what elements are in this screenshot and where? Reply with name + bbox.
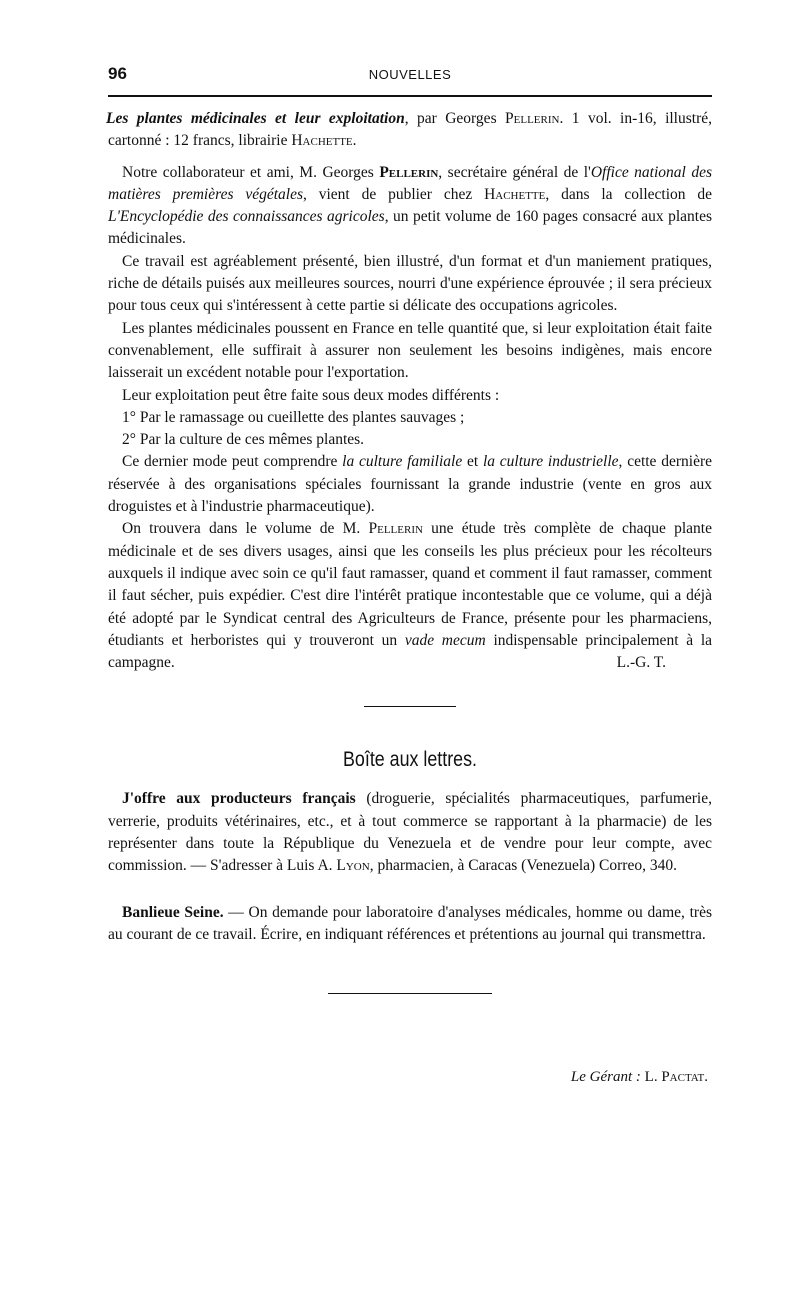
review-paragraph-6: On trouvera dans le volume de M. Pellerin une étude très complète de chaque plante médicinale et de ses divers usages, ainsi que les conseils les plus précieux pour les récolteurs auxquels il indique avec soin ce qu'il faut ramasser, quand et comment il faut ramasser, comment il faut sécher, puis expédier. C'est dire l'intérêt pratique incontestable que ce volume, qui a déjà été adopté par le Syndicat central des Agriculteurs de France, présente pour les pharmaciens, étudiants et herboristes qui y trouveront un vade mecum indispensable principalement à la campagne. L.-G. T.	[108, 518, 712, 674]
ad-1-lead: J'offre aux producteurs français	[122, 790, 356, 808]
author-name: Pellerin	[379, 163, 439, 181]
classified-ad-2: Banlieue Seine. — On demande pour laboratoire d'analyses médicales, homme ou dame, très au courant de ce travail. Écrire, en indiquant références et prétentions au journal qui transmettra.	[108, 903, 712, 943]
page	[108, 62, 712, 1086]
review-paragraph-4: Leur exploitation peut être faite sous deux modes différents :	[122, 386, 500, 404]
publisher-name: Hachette	[484, 185, 546, 203]
book-reference: Les plantes médicinales et leur exploitation, par Georges Pellerin. 1 vol. in-16, illustré, cartonné : 12 francs, librairie Hachette.	[106, 110, 712, 150]
book-publisher: Hachette	[291, 132, 353, 150]
review-paragraph-1: Notre collaborateur et ami, M. Georges Pellerin, secrétaire général de l'Office national des matières premières végétales, vient de publier chez Hachette, dans la collection de L'Encyclopédie des connaissances agricoles, un petit volume de 160 pages consacré aux plantes médicinales.	[108, 163, 713, 248]
culture-industrielle: la culture industrielle	[482, 453, 619, 471]
ad-2-lead: Banlieue Seine.	[122, 903, 224, 921]
running-head	[108, 62, 712, 90]
office-name: Office national des matières premières végétales	[108, 163, 713, 203]
classified-ad-1: J'offre aux producteurs français (droguerie, spécialités pharmaceutiques, parfumerie, verrerie, produits vétérinaires, etc., et à tout commerce se rapportant à la pharmacie) de les représenter dans toute la République du Venezuela et de vendre pour leur compte, avec commission. — S'adresser à Luis A. Lyon, pharmacien, à Caracas (Venezuela) Correo, 340.	[108, 790, 712, 875]
review-paragraph-2: Ce travail est agréablement présenté, bien illustré, d'un format et d'un maniement pratiques, riche de détails puisés aux meilleures sources, nourri d'une expérience éprouvée ; il sera précieux pour tous ceux qui s'intéressent à cette partie si délicate des occupations agricoles.	[108, 252, 712, 315]
header-title: NOUVELLES	[368, 67, 452, 82]
author-name-2: Pellerin	[368, 520, 423, 538]
ad-1-name: Lyon	[336, 857, 370, 875]
review-paragraph-5: Ce dernier mode peut comprendre la culture familiale et la culture industrielle, cette dernière réservée à des organisations spéciales fournissant la grande industrie (vente en gros aux droguistes et à l'industrie pharmaceutique).	[108, 453, 712, 516]
page-number: 96	[108, 64, 127, 83]
gerant-name: Pactat	[661, 1069, 705, 1086]
list-item-1: 1° Par le ramassage ou cueillette des plantes sauvages ;	[122, 408, 465, 426]
collection-name: L'Encyclopédie des connaissances agricoles	[108, 208, 385, 226]
section-title: Boîte aux lettres.	[343, 748, 477, 772]
culture-familiale: la culture familiale	[342, 453, 463, 471]
book-author: Pellerin	[505, 110, 560, 127]
review-signature: L.-G. T.	[616, 654, 666, 672]
gerant-signature: Le Gérant : L. Pactat.	[570, 1069, 708, 1086]
gerant-label: Le Gérant :	[570, 1069, 645, 1086]
list-item-2: 2° Par la culture de ces mêmes plantes.	[122, 431, 365, 449]
header-rule	[108, 95, 712, 97]
section-divider	[364, 706, 456, 707]
vade-mecum: vade mecum	[404, 631, 486, 649]
review-paragraph-3: Les plantes médicinales poussent en France en telle quantité que, si leur exploitation était faite convenablement, elle suffirait à assurer non seulement les besoins indigènes, mais encore laisserait un excédent notable pour l'exportation.	[108, 319, 712, 382]
footer-divider	[328, 993, 492, 994]
book-title: Les plantes médicinales et leur exploitation	[106, 110, 405, 127]
